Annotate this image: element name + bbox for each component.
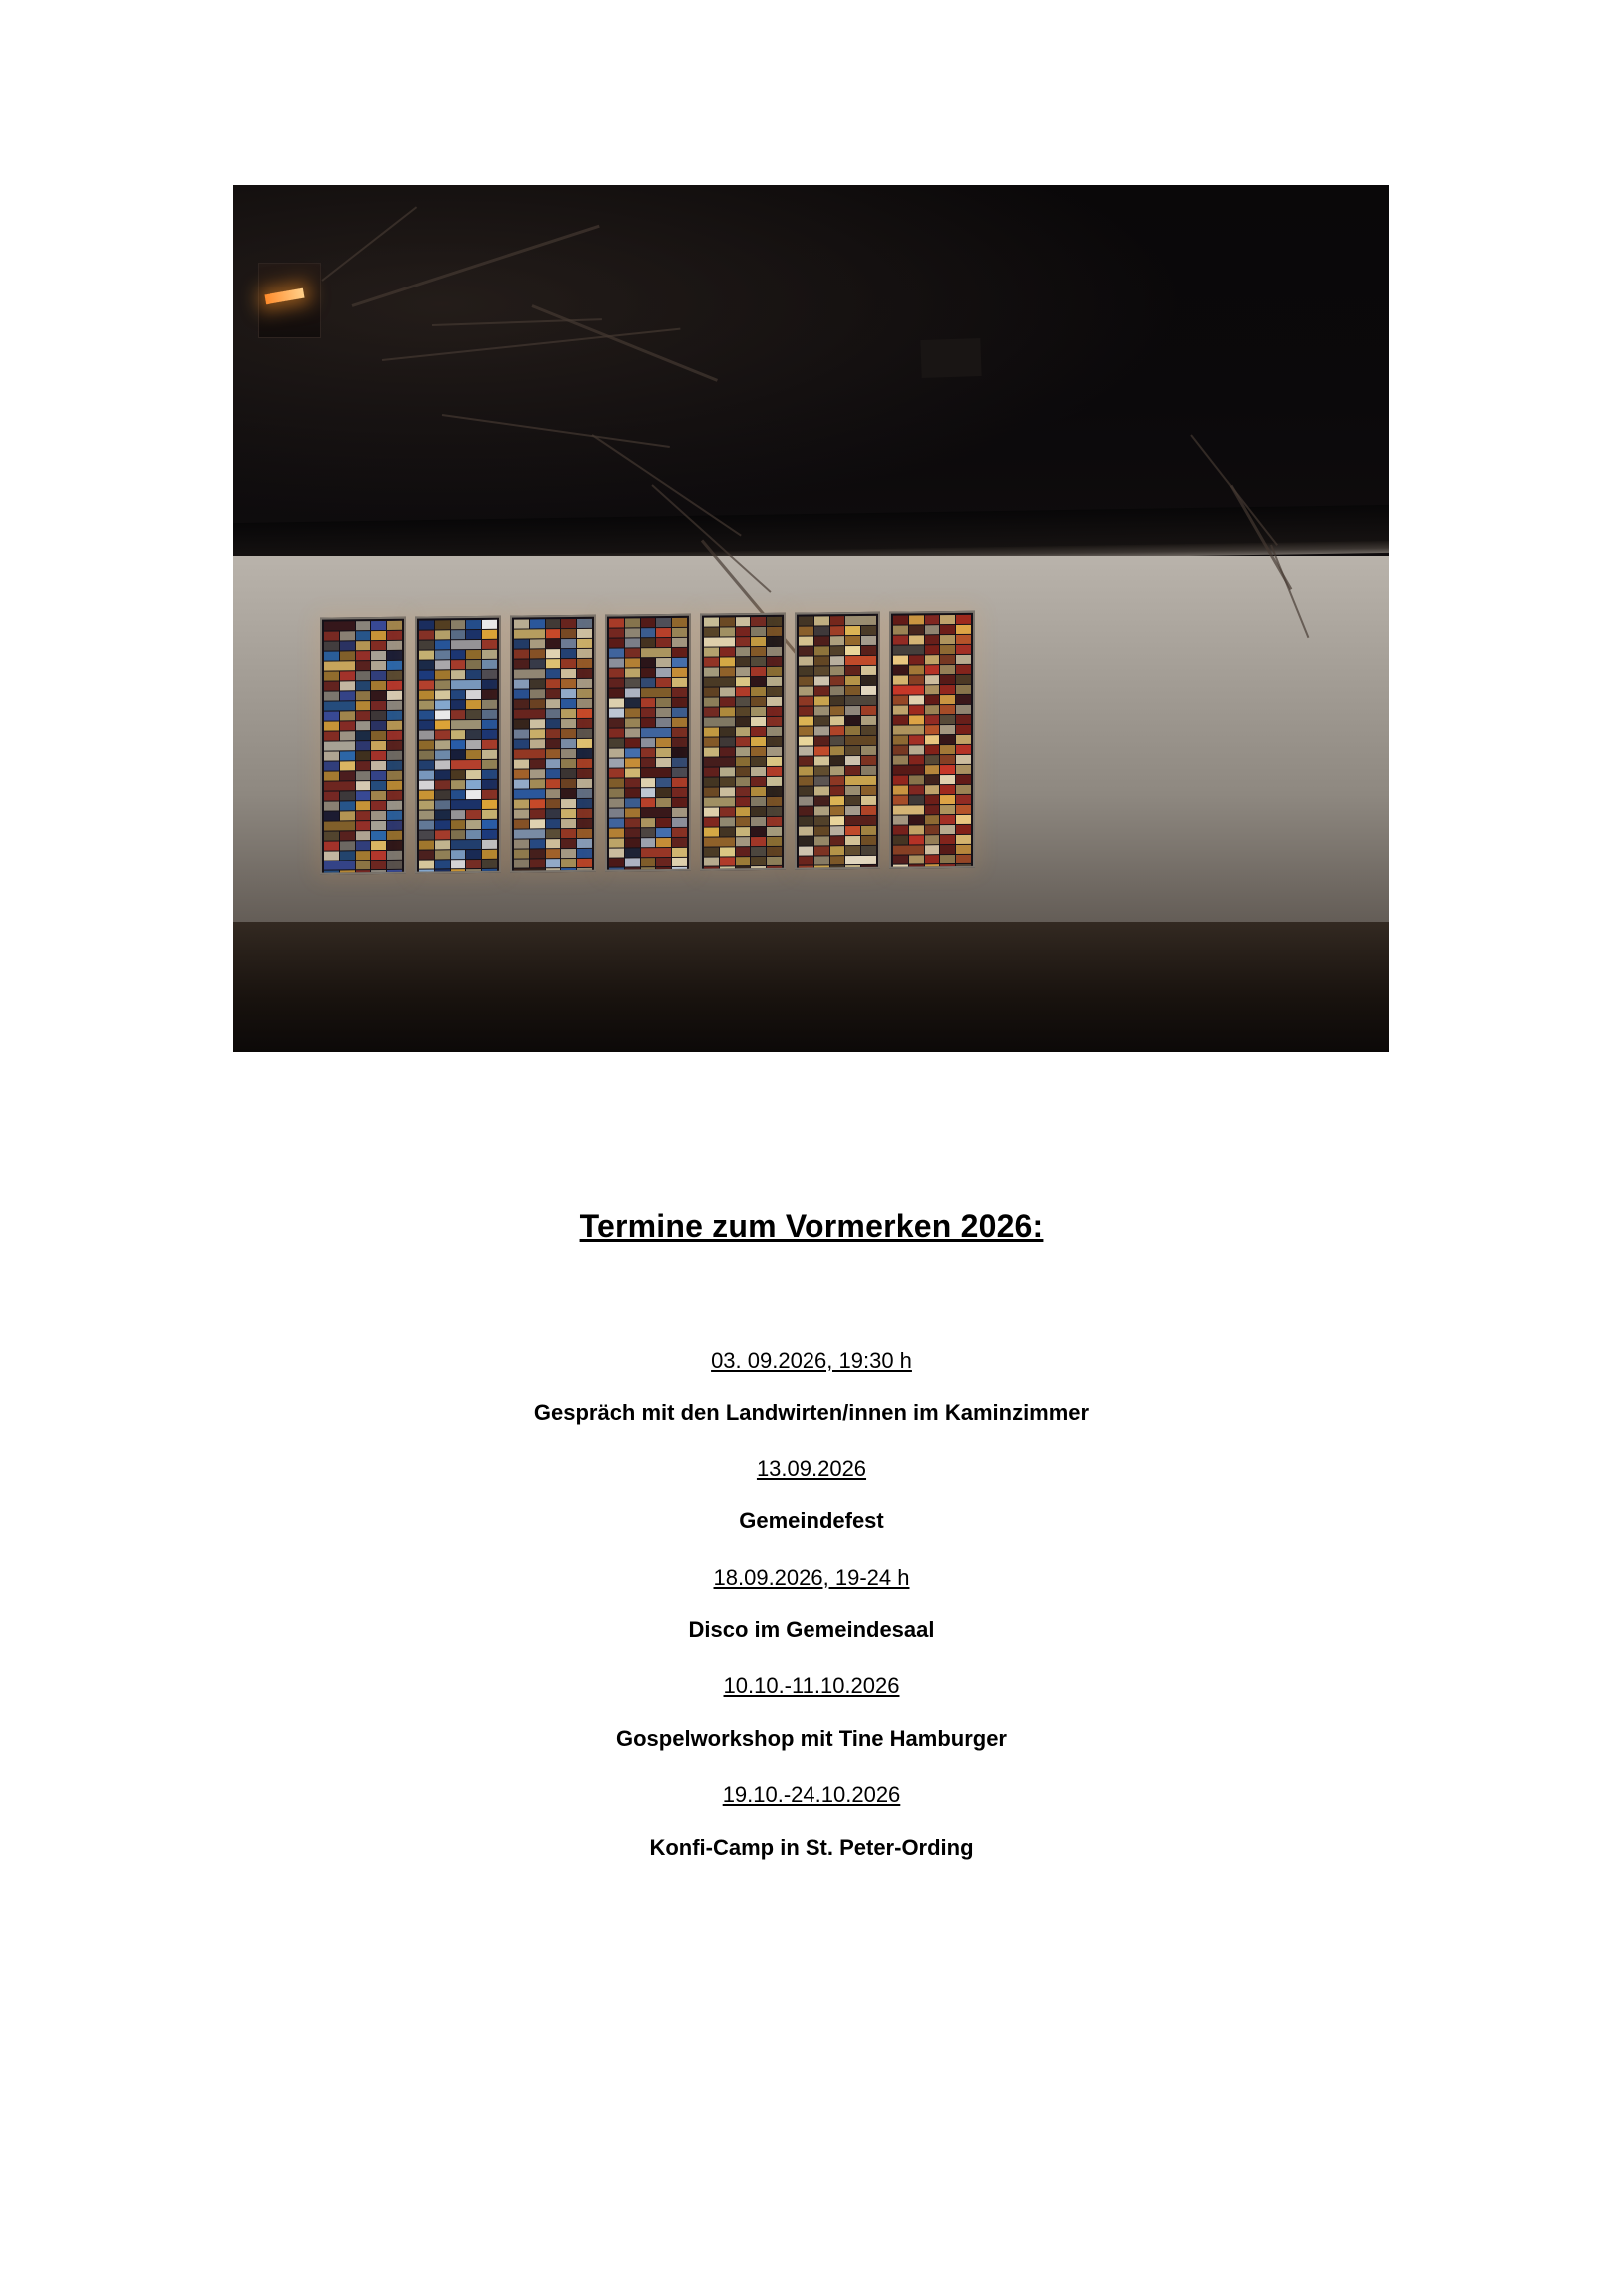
event-name: Gemeindefest: [739, 1508, 884, 1534]
upper-lit-window: [258, 263, 321, 338]
event-entry: [0, 1456, 1623, 1535]
event-name: Konfi-Camp in St. Peter-Ording: [649, 1834, 974, 1860]
stained-glass-window-row: [320, 610, 1019, 874]
stained-glass-window: [415, 616, 501, 874]
event-entry: [0, 1782, 1623, 1861]
event-date: 03. 09.2026, 19:30 h: [711, 1348, 912, 1373]
event-date: 19.10.-24.10.2026: [722, 1782, 901, 1808]
event-date: 13.09.2026: [756, 1455, 867, 1481]
event-name: Disco im Gemeindesaal: [688, 1616, 935, 1642]
stained-glass-window: [795, 612, 880, 870]
event-name: Gospelworkshop mit Tine Hamburger: [616, 1725, 1007, 1751]
photo-container: [233, 185, 1389, 1052]
event-entry: [0, 1348, 1623, 1427]
stained-glass-window: [510, 615, 596, 873]
roof-box: [920, 338, 981, 378]
event-date: 10.10.-11.10.2026: [723, 1673, 900, 1699]
events-list: [0, 1348, 1623, 1891]
stained-glass-window: [605, 614, 691, 872]
page-title: Termine zum Vormerken 2026:: [579, 1208, 1044, 1244]
event-entry: [0, 1673, 1623, 1752]
ground: [233, 922, 1389, 1052]
stained-glass-window: [700, 613, 786, 871]
event-date: 18.09.2026, 19-24 h: [713, 1564, 910, 1590]
church-stained-glass-windows-at-night-image: [233, 185, 1389, 1052]
stained-glass-window: [889, 611, 975, 869]
event-name: Gespräch mit den Landwirten/innen im Kaminzimmer: [533, 1400, 1090, 1426]
stained-glass-window: [320, 617, 406, 875]
lamp-glow: [264, 288, 304, 305]
event-entry: [0, 1565, 1623, 1644]
